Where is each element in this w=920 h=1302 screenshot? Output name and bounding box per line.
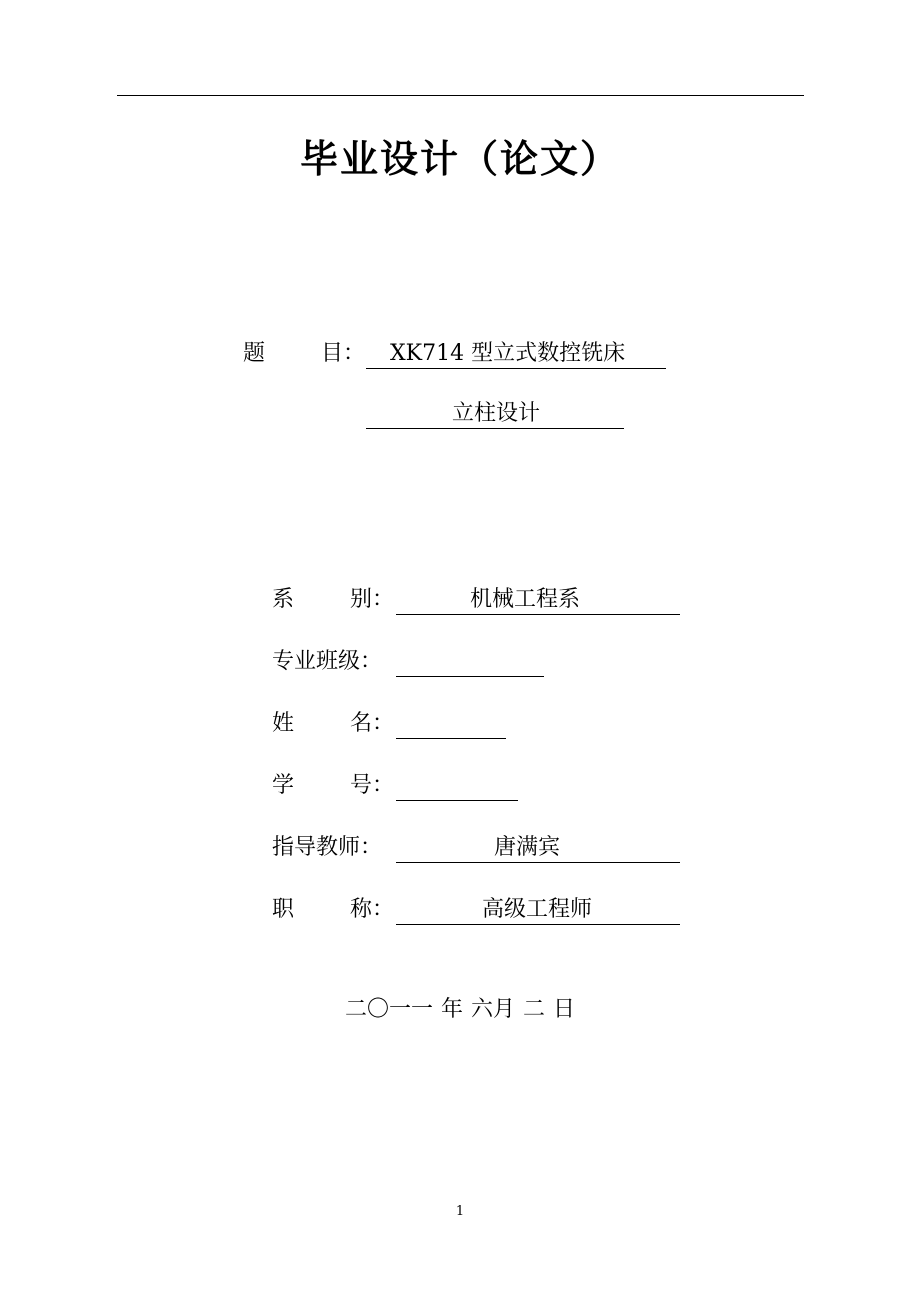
department-field <box>396 586 680 615</box>
advisor-value: 唐满宾 <box>494 835 561 860</box>
name-label: 姓 名 <box>272 711 372 736</box>
rank-colon: ： <box>372 897 395 922</box>
date-month: 六月 <box>470 997 515 1022</box>
rank-value: 高级工程师 <box>482 897 593 922</box>
date-year: 二〇一一 <box>344 997 433 1022</box>
topic-colon: ： <box>343 341 366 366</box>
page-number: 1 <box>455 1204 465 1219</box>
date-day-unit: 日 <box>553 997 576 1022</box>
student-id-field <box>396 772 518 801</box>
department-value: 机械工程系 <box>470 587 581 612</box>
header-rule <box>117 95 804 96</box>
topic-value-2: 立柱设计 <box>452 401 541 426</box>
advisor-label: 指导教师 <box>272 835 361 860</box>
major-class-field <box>396 648 544 677</box>
advisor-field <box>396 834 680 863</box>
rank-field <box>396 896 680 925</box>
name-colon: ： <box>372 711 395 736</box>
topic-value-1: XK714 型立式数控铣床 <box>390 341 626 366</box>
topic-line-1 <box>366 340 666 369</box>
advisor-colon: ： <box>360 835 383 860</box>
date-year-unit: 年 <box>440 997 463 1022</box>
student-id-colon: ： <box>372 773 395 798</box>
topic-line-2 <box>366 400 624 429</box>
rank-label: 职 称 <box>272 897 372 922</box>
document-title: 毕业设计（论文） <box>299 137 620 181</box>
major-class-colon: ： <box>360 649 383 674</box>
student-id-label: 学 号 <box>272 773 372 798</box>
date-day: 二 <box>523 997 546 1022</box>
department-colon: ： <box>372 587 395 612</box>
topic-label: 题 目 <box>243 341 343 366</box>
document-date <box>0 996 920 1024</box>
major-class-label: 专业班级 <box>272 649 361 674</box>
department-label: 系 别 <box>272 587 372 612</box>
name-field <box>396 710 506 739</box>
